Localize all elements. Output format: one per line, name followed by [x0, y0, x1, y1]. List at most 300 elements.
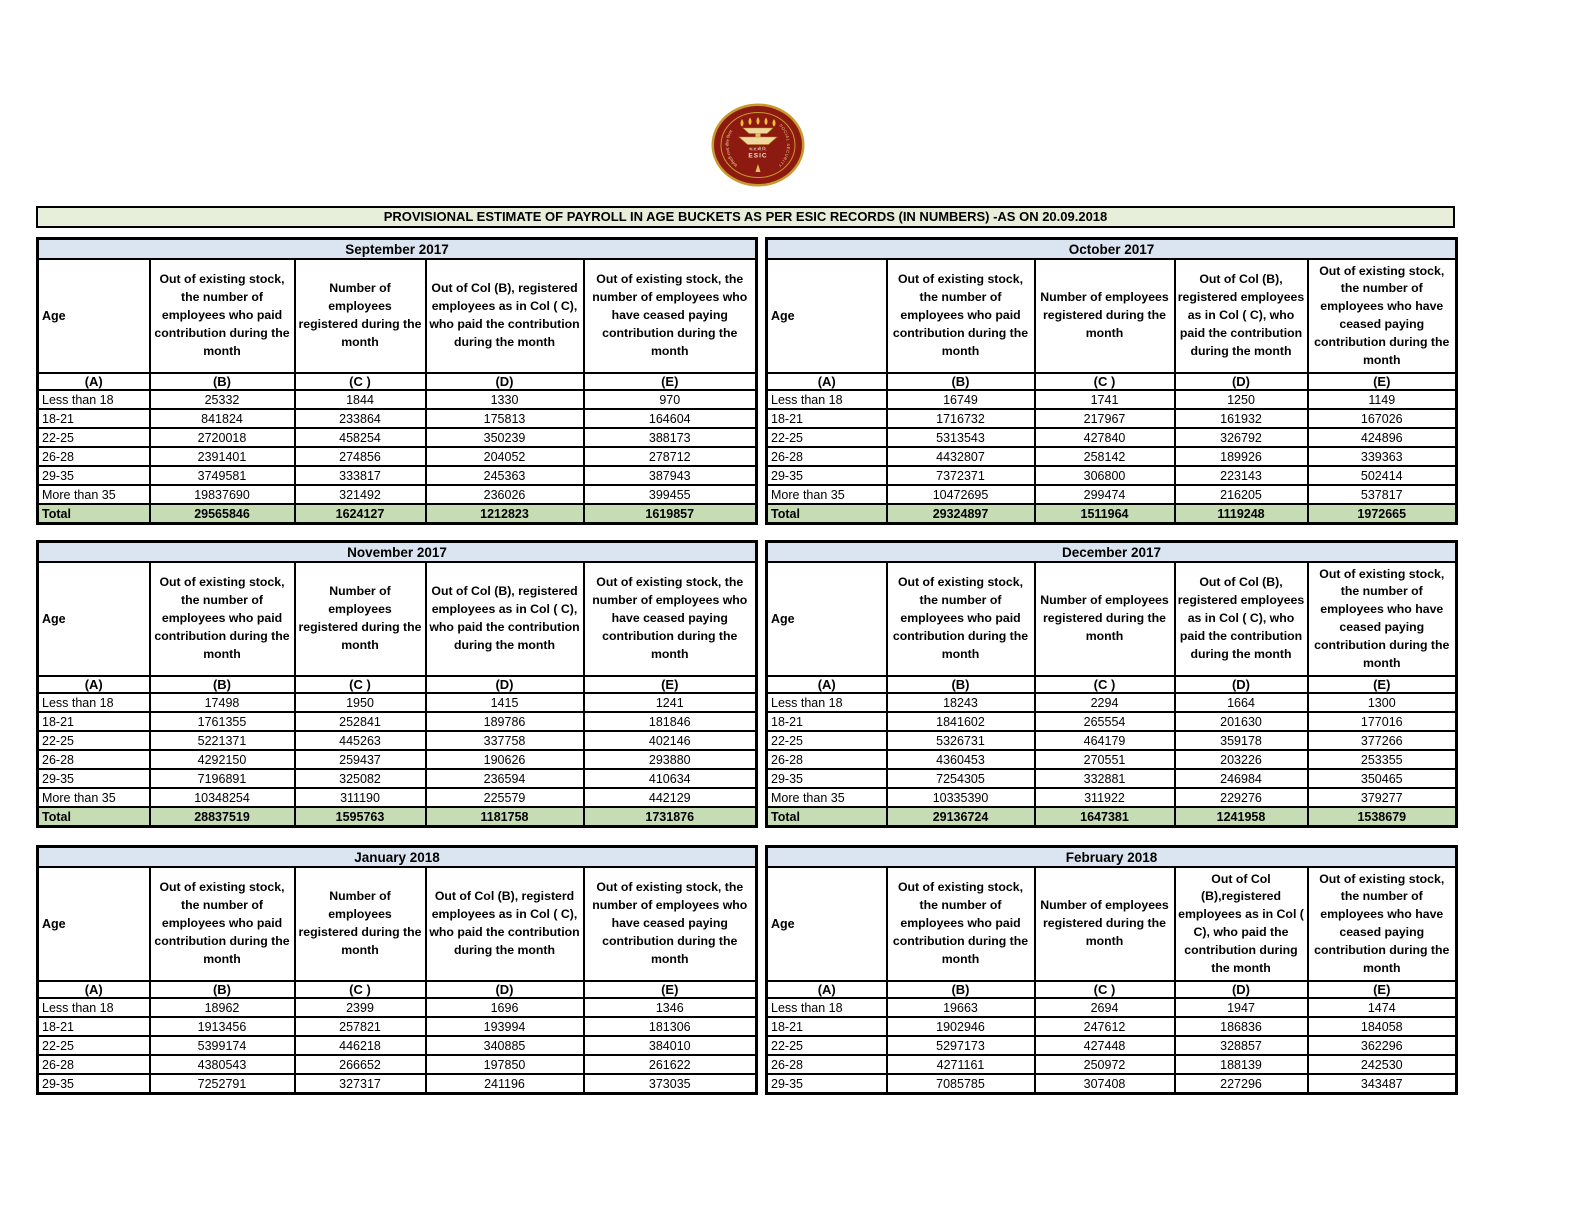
value-cell: 227296 [1175, 1074, 1308, 1094]
value-cell: 325082 [295, 769, 426, 788]
table-body [38, 693, 757, 827]
value-cell: 458254 [295, 428, 426, 447]
table-row [38, 769, 757, 788]
month-header: January 2018 [38, 847, 757, 868]
value-cell: 225579 [426, 788, 584, 807]
value-cell: 259437 [295, 750, 426, 769]
column-header: Number of employees registered during the month [295, 259, 426, 373]
table-row [767, 769, 1457, 788]
value-cell: 223143 [1175, 466, 1308, 485]
age-bucket-label: More than 35 [38, 788, 150, 807]
total-value-cell: 1619857 [584, 504, 757, 524]
value-cell: 1902946 [887, 1017, 1035, 1036]
column-letter: (E) [584, 373, 757, 390]
value-cell: 5326731 [887, 731, 1035, 750]
month-header-row [38, 239, 757, 260]
table-row [767, 466, 1457, 485]
age-bucket-label: 18-21 [767, 712, 887, 731]
table-body [38, 998, 757, 1094]
logo-acronym: ESIC [748, 152, 768, 160]
column-description-row [767, 259, 1457, 373]
total-row [767, 504, 1457, 524]
value-cell: 1716732 [887, 409, 1035, 428]
column-header: Out of Col (B), registered employees as in Col ( C), who paid the contribution during the month [1175, 259, 1308, 373]
column-letter: (A) [767, 981, 887, 998]
age-bucket-label: More than 35 [767, 485, 887, 504]
value-cell: 4432807 [887, 447, 1035, 466]
age-bucket-label: Less than 18 [767, 693, 887, 712]
table-row [767, 750, 1457, 769]
value-cell: 10348254 [150, 788, 295, 807]
column-letter: (C ) [295, 373, 426, 390]
value-cell: 399455 [584, 485, 757, 504]
value-cell: 2720018 [150, 428, 295, 447]
total-value-cell: 1647381 [1035, 807, 1175, 827]
value-cell: 1664 [1175, 693, 1308, 712]
month-header-row [38, 542, 757, 563]
value-cell: 7372371 [887, 466, 1035, 485]
value-cell: 177016 [1308, 712, 1457, 731]
value-cell: 10335390 [887, 788, 1035, 807]
column-header: Out of existing stock, the number of employees who paid contribution during the month [887, 867, 1035, 981]
value-cell: 181306 [584, 1017, 757, 1036]
table-body [767, 998, 1457, 1094]
value-cell: 1149 [1308, 390, 1457, 409]
column-letter: (C ) [1035, 676, 1175, 693]
value-cell: 1241 [584, 693, 757, 712]
value-cell: 5399174 [150, 1036, 295, 1055]
value-cell: 250972 [1035, 1055, 1175, 1074]
age-column-header: Age [767, 562, 887, 676]
value-cell: 190626 [426, 750, 584, 769]
column-description-row [38, 562, 757, 676]
value-cell: 7254305 [887, 769, 1035, 788]
age-bucket-label: 22-25 [767, 428, 887, 447]
month-header: November 2017 [38, 542, 757, 563]
value-cell: 236594 [426, 769, 584, 788]
age-bucket-label: 18-21 [38, 1017, 150, 1036]
value-cell: 333817 [295, 466, 426, 485]
column-letter: (D) [1175, 676, 1308, 693]
column-letter: (B) [150, 676, 295, 693]
total-value-cell: 1212823 [426, 504, 584, 524]
value-cell: 373035 [584, 1074, 757, 1094]
value-cell: 1913456 [150, 1017, 295, 1036]
column-header: Out of existing stock, the number of employees who have ceased paying contribution during the month [584, 259, 757, 373]
column-letter: (A) [38, 373, 150, 390]
column-letter: (D) [426, 676, 584, 693]
value-cell: 186836 [1175, 1017, 1308, 1036]
value-cell: 410634 [584, 769, 757, 788]
value-cell: 246984 [1175, 769, 1308, 788]
value-cell: 424896 [1308, 428, 1457, 447]
value-cell: 359178 [1175, 731, 1308, 750]
table-row [767, 1017, 1457, 1036]
value-cell: 19663 [887, 998, 1035, 1017]
value-cell: 217967 [1035, 409, 1175, 428]
total-value-cell: 1972665 [1308, 504, 1457, 524]
age-bucket-label: 29-35 [767, 769, 887, 788]
table-row [38, 693, 757, 712]
value-cell: 167026 [1308, 409, 1457, 428]
value-cell: 245363 [426, 466, 584, 485]
column-description-row [767, 867, 1457, 981]
value-cell: 1696 [426, 998, 584, 1017]
payroll-table [765, 540, 1458, 828]
month-header-row [767, 542, 1457, 563]
table-row [767, 788, 1457, 807]
value-cell: 189786 [426, 712, 584, 731]
value-cell: 446218 [295, 1036, 426, 1055]
value-cell: 184058 [1308, 1017, 1457, 1036]
age-bucket-label: 22-25 [767, 1036, 887, 1055]
column-header: Out of Col (B), registered employees as in Col ( C), who paid the contribution during the month [426, 562, 584, 676]
payroll-table [765, 237, 1458, 525]
value-cell: 161932 [1175, 409, 1308, 428]
page-title: PROVISIONAL ESTIMATE OF PAYROLL IN AGE BUCKETS AS PER ESIC RECORDS (IN NUMBERS) -AS ON 20.09.2018 [36, 206, 1455, 228]
table-row [38, 390, 757, 409]
payroll-table [36, 845, 758, 1095]
table-row [767, 1055, 1457, 1074]
value-cell: 5221371 [150, 731, 295, 750]
total-value-cell: 29136724 [887, 807, 1035, 827]
table-row [767, 693, 1457, 712]
column-header: Out of existing stock, the number of employees who have ceased paying contribution during the month [584, 562, 757, 676]
column-letter: (C ) [1035, 981, 1175, 998]
month-table-december-2017 [765, 540, 1458, 828]
table-row [767, 712, 1457, 731]
table-row [767, 428, 1457, 447]
age-bucket-label: More than 35 [767, 788, 887, 807]
payroll-table [765, 845, 1458, 1095]
table-row [38, 409, 757, 428]
total-value-cell: 1595763 [295, 807, 426, 827]
value-cell: 427840 [1035, 428, 1175, 447]
value-cell: 197850 [426, 1055, 584, 1074]
total-value-cell: 1241958 [1175, 807, 1308, 827]
value-cell: 7196891 [150, 769, 295, 788]
value-cell: 387943 [584, 466, 757, 485]
age-bucket-label: More than 35 [38, 485, 150, 504]
value-cell: 261622 [584, 1055, 757, 1074]
value-cell: 274856 [295, 447, 426, 466]
esic-logo [710, 101, 806, 189]
column-header: Out of existing stock, the number of employees who paid contribution during the month [150, 867, 295, 981]
value-cell: 252841 [295, 712, 426, 731]
age-bucket-label: Less than 18 [767, 390, 887, 409]
column-header: Out of existing stock, the number of employees who have ceased paying contribution during the month [1308, 259, 1457, 373]
value-cell: 5313543 [887, 428, 1035, 447]
column-letter: (E) [1308, 676, 1457, 693]
column-letter: (D) [426, 981, 584, 998]
total-value-cell: 1119248 [1175, 504, 1308, 524]
value-cell: 4292150 [150, 750, 295, 769]
logo-hindi-abbr: क.रा.बी.नि. [749, 146, 767, 152]
value-cell: 7252791 [150, 1074, 295, 1094]
column-header: Out of existing stock, the number of employees who paid contribution during the month [887, 259, 1035, 373]
column-letter: (B) [150, 981, 295, 998]
value-cell: 257821 [295, 1017, 426, 1036]
total-label: Total [767, 807, 887, 827]
value-cell: 379277 [1308, 788, 1457, 807]
total-value-cell: 1511964 [1035, 504, 1175, 524]
age-bucket-label: 22-25 [767, 731, 887, 750]
age-bucket-label: 29-35 [767, 1074, 887, 1094]
value-cell: 216205 [1175, 485, 1308, 504]
value-cell: 7085785 [887, 1074, 1035, 1094]
value-cell: 2391401 [150, 447, 295, 466]
total-row [38, 807, 757, 827]
month-table-october-2017 [765, 237, 1458, 525]
total-label: Total [767, 504, 887, 524]
column-letter-row [38, 373, 757, 390]
logo-right-arc-text: SOCIAL SECURITY [776, 122, 792, 169]
value-cell: 1950 [295, 693, 426, 712]
value-cell: 175813 [426, 409, 584, 428]
value-cell: 188139 [1175, 1055, 1308, 1074]
age-column-header: Age [767, 867, 887, 981]
value-cell: 327317 [295, 1074, 426, 1094]
table-row [767, 1036, 1457, 1055]
column-description-row [767, 562, 1457, 676]
total-value-cell: 28837519 [150, 807, 295, 827]
table-row [38, 788, 757, 807]
value-cell: 266652 [295, 1055, 426, 1074]
value-cell: 1250 [1175, 390, 1308, 409]
value-cell: 4380543 [150, 1055, 295, 1074]
age-bucket-label: Less than 18 [38, 998, 150, 1017]
age-bucket-label: 29-35 [767, 466, 887, 485]
logo-left-arc-text: कर्मचारी राज्य बीमा निगम [724, 129, 739, 168]
value-cell: 464179 [1035, 731, 1175, 750]
value-cell: 3749581 [150, 466, 295, 485]
value-cell: 204052 [426, 447, 584, 466]
value-cell: 442129 [584, 788, 757, 807]
column-letter: (A) [767, 373, 887, 390]
age-bucket-label: 18-21 [38, 712, 150, 731]
column-header: Number of employees registered during the month [1035, 867, 1175, 981]
month-header: December 2017 [767, 542, 1457, 563]
value-cell: 1474 [1308, 998, 1457, 1017]
age-bucket-label: 22-25 [38, 731, 150, 750]
column-letter-row [38, 676, 757, 693]
column-letter: (E) [584, 981, 757, 998]
value-cell: 537817 [1308, 485, 1457, 504]
table-row [767, 390, 1457, 409]
value-cell: 299474 [1035, 485, 1175, 504]
column-header: Out of Col (B),registered employees as in Col ( C), who paid the contribution during the month [1175, 867, 1308, 981]
month-table-november-2017 [36, 540, 758, 828]
value-cell: 18243 [887, 693, 1035, 712]
value-cell: 321492 [295, 485, 426, 504]
column-header: Number of employees registered during the month [1035, 259, 1175, 373]
age-bucket-label: Less than 18 [38, 693, 150, 712]
total-label: Total [38, 807, 150, 827]
column-letter: (E) [584, 676, 757, 693]
age-bucket-label: 26-28 [38, 750, 150, 769]
column-letter: (D) [426, 373, 584, 390]
column-letter: (B) [150, 373, 295, 390]
column-description-row [38, 867, 757, 981]
age-bucket-label: 18-21 [38, 409, 150, 428]
column-header: Out of existing stock, the number of employees who have ceased paying contribution during the month [1308, 867, 1457, 981]
value-cell: 1844 [295, 390, 426, 409]
value-cell: 2399 [295, 998, 426, 1017]
value-cell: 427448 [1035, 1036, 1175, 1055]
column-header: Number of employees registered during the month [1035, 562, 1175, 676]
table-row [767, 447, 1457, 466]
value-cell: 326792 [1175, 428, 1308, 447]
age-bucket-label: 29-35 [38, 466, 150, 485]
table-row [38, 485, 757, 504]
month-header: February 2018 [767, 847, 1457, 868]
table-row [767, 731, 1457, 750]
value-cell: 1947 [1175, 998, 1308, 1017]
value-cell: 293880 [584, 750, 757, 769]
value-cell: 4271161 [887, 1055, 1035, 1074]
column-letter-row [38, 981, 757, 998]
value-cell: 307408 [1035, 1074, 1175, 1094]
value-cell: 445263 [295, 731, 426, 750]
value-cell: 350465 [1308, 769, 1457, 788]
payroll-table [36, 237, 758, 525]
age-bucket-label: 18-21 [767, 409, 887, 428]
value-cell: 18962 [150, 998, 295, 1017]
value-cell: 189926 [1175, 447, 1308, 466]
month-table-february-2018 [765, 845, 1458, 1095]
table-row [767, 485, 1457, 504]
column-header: Out of Col (B), registered employees as in Col ( C), who paid the contribution during the month [1175, 562, 1308, 676]
value-cell: 841824 [150, 409, 295, 428]
age-bucket-label: 29-35 [38, 1074, 150, 1094]
table-body [38, 390, 757, 524]
column-header: Out of existing stock, the number of employees who have ceased paying contribution during the month [584, 867, 757, 981]
value-cell: 343487 [1308, 1074, 1457, 1094]
value-cell: 5297173 [887, 1036, 1035, 1055]
column-letter: (B) [887, 373, 1035, 390]
value-cell: 17498 [150, 693, 295, 712]
value-cell: 10472695 [887, 485, 1035, 504]
column-header: Out of Col (B), registerd employees as in Col ( C), who paid the contribution during the month [426, 867, 584, 981]
column-letter: (B) [887, 981, 1035, 998]
total-value-cell: 1538679 [1308, 807, 1457, 827]
table-body [767, 693, 1457, 827]
table-row [767, 998, 1457, 1017]
value-cell: 19837690 [150, 485, 295, 504]
column-letter: (D) [1175, 373, 1308, 390]
age-bucket-label: 18-21 [767, 1017, 887, 1036]
value-cell: 181846 [584, 712, 757, 731]
age-column-header: Age [38, 867, 150, 981]
table-row [38, 1036, 757, 1055]
column-header: Out of existing stock, the number of employees who have ceased paying contribution during the month [1308, 562, 1457, 676]
total-value-cell: 29565846 [150, 504, 295, 524]
payroll-table [36, 540, 758, 828]
value-cell: 1761355 [150, 712, 295, 731]
age-bucket-label: Less than 18 [38, 390, 150, 409]
column-letter-row [767, 676, 1457, 693]
value-cell: 247612 [1035, 1017, 1175, 1036]
value-cell: 270551 [1035, 750, 1175, 769]
value-cell: 377266 [1308, 731, 1457, 750]
table-row [767, 1074, 1457, 1094]
value-cell: 241196 [426, 1074, 584, 1094]
total-row [38, 504, 757, 524]
value-cell: 258142 [1035, 447, 1175, 466]
age-bucket-label: 26-28 [767, 750, 887, 769]
total-value-cell: 1624127 [295, 504, 426, 524]
table-row [38, 712, 757, 731]
table-row [38, 750, 757, 769]
total-value-cell: 29324897 [887, 504, 1035, 524]
column-letter: (A) [38, 981, 150, 998]
table-row [38, 731, 757, 750]
value-cell: 1415 [426, 693, 584, 712]
total-row [767, 807, 1457, 827]
table-row [38, 447, 757, 466]
value-cell: 384010 [584, 1036, 757, 1055]
value-cell: 16749 [887, 390, 1035, 409]
column-letter: (C ) [295, 676, 426, 693]
age-column-header: Age [38, 562, 150, 676]
value-cell: 1346 [584, 998, 757, 1017]
column-letter: (D) [1175, 981, 1308, 998]
value-cell: 1841602 [887, 712, 1035, 731]
total-value-cell: 1181758 [426, 807, 584, 827]
value-cell: 337758 [426, 731, 584, 750]
value-cell: 193994 [426, 1017, 584, 1036]
total-label: Total [38, 504, 150, 524]
value-cell: 328857 [1175, 1036, 1308, 1055]
age-column-header: Age [38, 259, 150, 373]
column-letter: (A) [38, 676, 150, 693]
month-header-row [38, 847, 757, 868]
value-cell: 242530 [1308, 1055, 1457, 1074]
column-letter: (A) [767, 676, 887, 693]
value-cell: 278712 [584, 447, 757, 466]
age-bucket-label: 26-28 [767, 447, 887, 466]
value-cell: 4360453 [887, 750, 1035, 769]
value-cell: 311190 [295, 788, 426, 807]
value-cell: 25332 [150, 390, 295, 409]
column-header: Out of existing stock, the number of employees who paid contribution during the month [150, 562, 295, 676]
value-cell: 164604 [584, 409, 757, 428]
column-letter: (E) [1308, 981, 1457, 998]
total-value-cell: 1731876 [584, 807, 757, 827]
value-cell: 1741 [1035, 390, 1175, 409]
month-header-row [767, 239, 1457, 260]
value-cell: 402146 [584, 731, 757, 750]
column-letter-row [767, 373, 1457, 390]
column-header: Number of employees registered during the month [295, 562, 426, 676]
table-row [38, 998, 757, 1017]
value-cell: 1330 [426, 390, 584, 409]
month-header: October 2017 [767, 239, 1457, 260]
column-header: Out of existing stock, the number of employees who paid contribution during the month [150, 259, 295, 373]
value-cell: 362296 [1308, 1036, 1457, 1055]
table-row [38, 1017, 757, 1036]
column-letter: (B) [887, 676, 1035, 693]
age-column-header: Age [767, 259, 887, 373]
value-cell: 311922 [1035, 788, 1175, 807]
age-bucket-label: 26-28 [767, 1055, 887, 1074]
column-letter: (C ) [1035, 373, 1175, 390]
value-cell: 2294 [1035, 693, 1175, 712]
table-row [38, 428, 757, 447]
age-bucket-label: 22-25 [38, 1036, 150, 1055]
age-bucket-label: 26-28 [38, 1055, 150, 1074]
table-row [767, 409, 1457, 428]
